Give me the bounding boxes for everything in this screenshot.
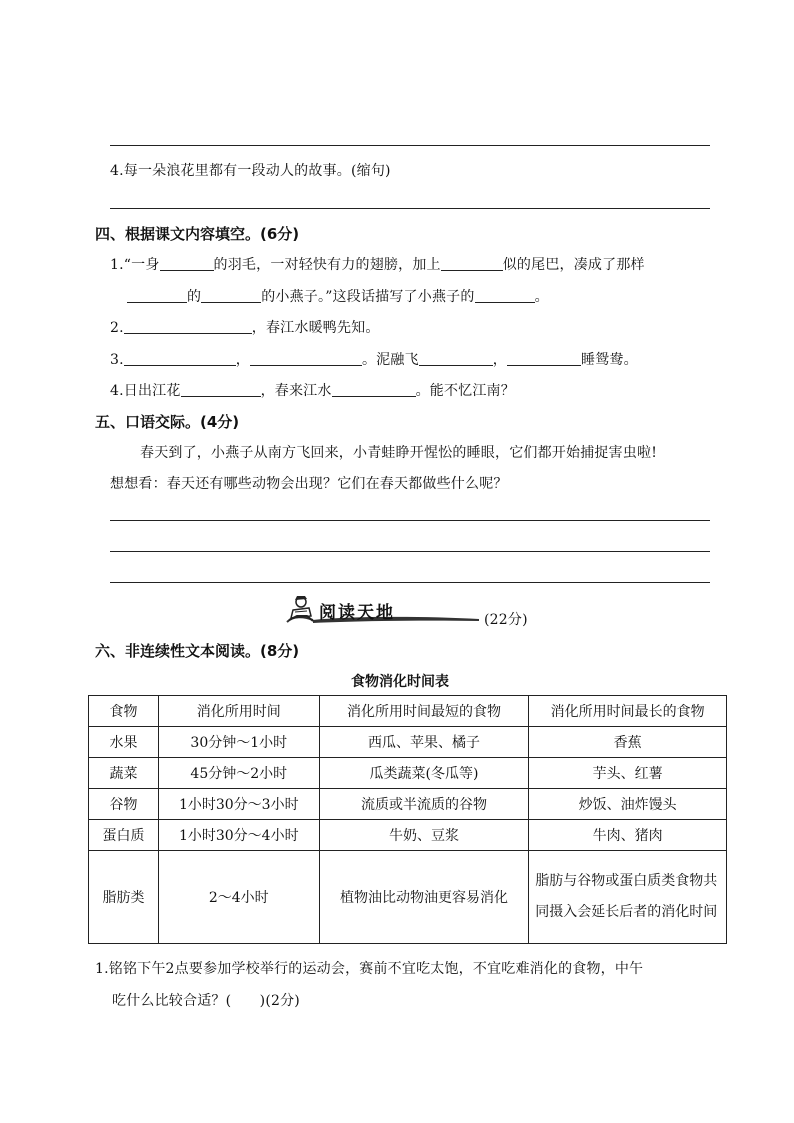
table-cell: 牛肉、猪肉 [529, 820, 727, 851]
fill-item-1-line-1: 1.“一身 的羽毛，一对轻快有力的翅膀，加上 似的尾巴，凑成了那样 [110, 257, 645, 273]
answer-line[interactable] [110, 208, 710, 209]
table-cell: 谷物 [89, 789, 159, 820]
digestion-time-table [88, 695, 727, 944]
table-cell: 植物油比动物油更容易消化 [319, 851, 529, 944]
table-cell: 流质或半流质的谷物 [319, 789, 529, 820]
table-cell: 香蕉 [529, 727, 727, 758]
table-row [89, 727, 727, 758]
table-cell: 牛奶、豆浆 [319, 820, 529, 851]
table-row [89, 820, 727, 851]
question-6-1-line-1: 1.铭铭下午2点要参加学校举行的运动会，赛前不宜吃太饱，不宜吃难消化的食物，中午 [95, 961, 644, 977]
blank[interactable] [475, 288, 535, 303]
blank[interactable] [507, 351, 581, 366]
reading-section-banner [283, 594, 483, 628]
answer-line[interactable] [110, 520, 710, 521]
blank[interactable] [250, 351, 362, 366]
blank[interactable] [419, 351, 493, 366]
blank[interactable] [127, 288, 187, 303]
table-row [89, 851, 727, 944]
table-header-cell: 消化所用时间 [158, 696, 319, 727]
table-cell: 脂肪与谷物或蛋白质类食物共同摄入会延长后者的消化时间 [529, 851, 727, 944]
section-5-title: 五、口语交际。(4分) [95, 413, 240, 431]
question-4-condense: 4.每一朵浪花里都有一段动人的故事。(缩句) [110, 163, 391, 179]
reading-section-score: (22分) [484, 612, 528, 628]
fill-item-3: 3. ， 。泥融飞 ， 睡鸳鸯。 [110, 352, 638, 368]
blank[interactable] [441, 256, 503, 271]
blank[interactable] [332, 382, 416, 397]
section-4-title: 四、根据课文内容填空。(6分) [95, 225, 300, 243]
table-cell: 1小时30分～3小时 [158, 789, 319, 820]
table-row [89, 789, 727, 820]
table-cell: 45分钟～2小时 [158, 758, 319, 789]
table-cell: 蛋白质 [89, 820, 159, 851]
table-cell: 2～4小时 [158, 851, 319, 944]
question-6-1-line-2: 吃什么比较合适？( )(2分) [112, 993, 300, 1009]
table-cell: 芋头、红薯 [529, 758, 727, 789]
table-header-cell: 消化所用时间最长的食物 [529, 696, 727, 727]
fill-item-4: 4.日出江花 ，春来江水 。能不忆江南？ [110, 383, 515, 399]
blank[interactable] [160, 256, 214, 271]
table-cell: 蔬菜 [89, 758, 159, 789]
oral-prompt-line-1: 春天到了，小燕子从南方飞回来，小青蛙睁开惺忪的睡眼，它们都开始捕捉害虫啦! [140, 445, 658, 461]
fill-item-2: 2. ，春江水暖鸭先知。 [110, 320, 380, 336]
blank[interactable] [124, 319, 252, 334]
table-cell: 1小时30分～4小时 [158, 820, 319, 851]
fill-item-1-line-2: 的 的小燕子。”这段话描写了小燕子的 。 [127, 286, 549, 306]
table-header-cell: 食物 [89, 696, 159, 727]
table-cell: 瓜类蔬菜(冬瓜等) [319, 758, 529, 789]
section-6-title: 六、非连续性文本阅读。(8分) [95, 642, 300, 660]
table-cell: 水果 [89, 727, 159, 758]
table-header-row [89, 696, 727, 727]
table-cell: 30分钟～1小时 [158, 727, 319, 758]
blank[interactable] [201, 288, 261, 303]
reading-section-title: 阅读天地 [319, 603, 395, 623]
answer-line[interactable] [110, 145, 710, 146]
blank[interactable] [124, 351, 236, 366]
oral-prompt-line-2: 想想看：春天还有哪些动物会出现？它们在春天都做些什么呢？ [110, 476, 508, 492]
table-header-cell: 消化所用时间最短的食物 [319, 696, 529, 727]
table-cell: 脂肪类 [89, 851, 159, 944]
answer-line[interactable] [110, 582, 710, 583]
table-row [89, 758, 727, 789]
table-cell: 西瓜、苹果、橘子 [319, 727, 529, 758]
table-title: 食物消化时间表 [351, 674, 449, 690]
answer-line[interactable] [110, 551, 710, 552]
blank[interactable] [181, 382, 261, 397]
table-cell: 炒饭、油炸馒头 [529, 789, 727, 820]
